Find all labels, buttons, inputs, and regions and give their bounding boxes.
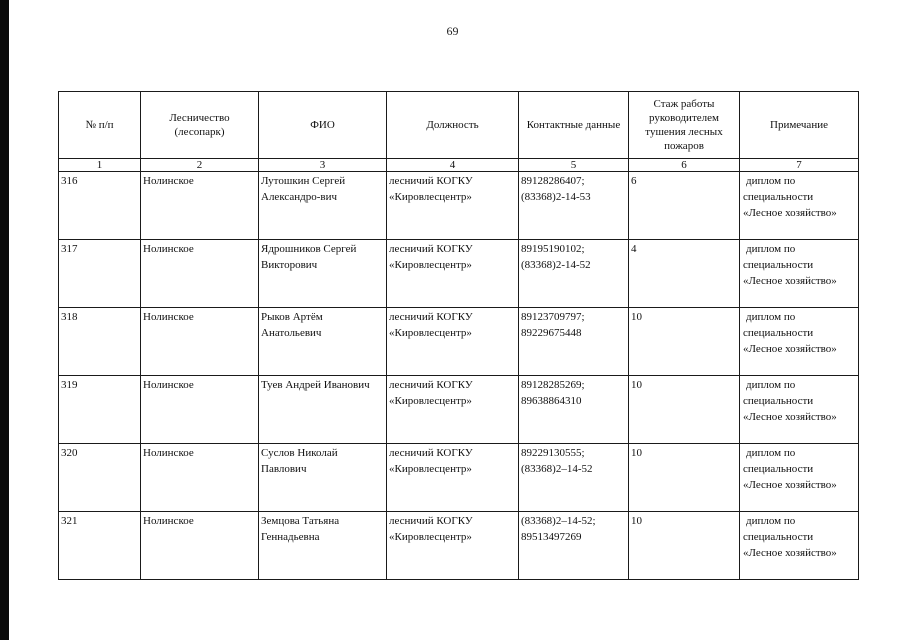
table-row bbox=[59, 240, 859, 308]
row-note bbox=[740, 172, 859, 240]
row-full-name: Лутошкин Сергей Александро-вич bbox=[259, 172, 387, 240]
row-note bbox=[740, 444, 859, 512]
personnel-table bbox=[58, 91, 859, 580]
column-number: 7 bbox=[740, 159, 859, 172]
header-note: Примечание bbox=[740, 92, 859, 159]
row-position: лесничий КОГКУ «Кировлесцентр» bbox=[387, 172, 519, 240]
note-line: диплом по bbox=[746, 379, 796, 391]
row-note bbox=[740, 240, 859, 308]
row-experience: 10 bbox=[629, 444, 740, 512]
row-forestry: Нолинское bbox=[141, 376, 259, 444]
row-forestry: Нолинское bbox=[141, 172, 259, 240]
header-experience: Стаж работы руководителем тушения лесных пожаров bbox=[629, 92, 740, 159]
row-position: лесничий КОГКУ «Кировлесцентр» bbox=[387, 240, 519, 308]
note-line: диплом по bbox=[746, 515, 796, 527]
header-contacts: Контактные данные bbox=[519, 92, 629, 159]
note-line: специальности bbox=[743, 191, 814, 203]
row-experience: 4 bbox=[629, 240, 740, 308]
row-experience: 10 bbox=[629, 512, 740, 580]
page-number: 69 bbox=[446, 24, 459, 38]
table-row bbox=[59, 172, 859, 240]
column-number-row bbox=[59, 159, 859, 172]
row-index: 319 bbox=[59, 376, 141, 444]
note-line: диплом по bbox=[746, 311, 796, 323]
row-position: лесничий КОГКУ «Кировлесцентр» bbox=[387, 376, 519, 444]
row-note bbox=[740, 376, 859, 444]
column-number: 6 bbox=[629, 159, 740, 172]
header-index: № п/п bbox=[59, 92, 141, 159]
row-forestry: Нолинское bbox=[141, 512, 259, 580]
column-number: 2 bbox=[141, 159, 259, 172]
row-position: лесничий КОГКУ «Кировлесцентр» bbox=[387, 308, 519, 376]
table-row bbox=[59, 376, 859, 444]
row-forestry: Нолинское bbox=[141, 308, 259, 376]
row-index: 317 bbox=[59, 240, 141, 308]
row-contacts: 89123709797; 89229675448 bbox=[519, 308, 629, 376]
row-position: лесничий КОГКУ «Кировлесцентр» bbox=[387, 512, 519, 580]
note-line: «Лесное хозяйство» bbox=[743, 547, 837, 559]
note-line: специальности bbox=[743, 395, 814, 407]
row-contacts: 89229130555; (83368)2–14-52 bbox=[519, 444, 629, 512]
row-contacts: (83368)2–14-52; 89513497269 bbox=[519, 512, 629, 580]
table-row bbox=[59, 308, 859, 376]
row-note bbox=[740, 512, 859, 580]
table-row bbox=[59, 512, 859, 580]
row-contacts: 89128286407;(83368)2-14-53 bbox=[519, 172, 629, 240]
scan-edge-bar bbox=[0, 0, 9, 640]
note-line: специальности bbox=[743, 259, 814, 271]
row-index: 321 bbox=[59, 512, 141, 580]
column-number: 3 bbox=[259, 159, 387, 172]
row-experience: 6 bbox=[629, 172, 740, 240]
table-row bbox=[59, 444, 859, 512]
row-experience: 10 bbox=[629, 376, 740, 444]
column-number: 5 bbox=[519, 159, 629, 172]
row-full-name: Рыков Артём Анатольевич bbox=[259, 308, 387, 376]
row-index: 320 bbox=[59, 444, 141, 512]
note-line: «Лесное хозяйство» bbox=[743, 275, 837, 287]
row-experience: 10 bbox=[629, 308, 740, 376]
note-line: «Лесное хозяйство» bbox=[743, 411, 837, 423]
row-forestry: Нолинское bbox=[141, 444, 259, 512]
row-index: 318 bbox=[59, 308, 141, 376]
header-row bbox=[59, 92, 859, 159]
row-full-name: Ядрошников Сергей Викторович bbox=[259, 240, 387, 308]
note-line: диплом по bbox=[746, 447, 796, 459]
row-index: 316 bbox=[59, 172, 141, 240]
note-line: «Лесное хозяйство» bbox=[743, 343, 837, 355]
header-forestry: Лесничество (лесопарк) bbox=[141, 92, 259, 159]
note-line: «Лесное хозяйство» bbox=[743, 207, 837, 219]
header-position: Должность bbox=[387, 92, 519, 159]
note-line: «Лесное хозяйство» bbox=[743, 479, 837, 491]
column-number: 4 bbox=[387, 159, 519, 172]
row-full-name: Суслов Николай Павлович bbox=[259, 444, 387, 512]
header-full-name: ФИО bbox=[259, 92, 387, 159]
note-line: специальности bbox=[743, 327, 814, 339]
row-contacts: 89195190102;(83368)2-14-52 bbox=[519, 240, 629, 308]
note-line: диплом по bbox=[746, 175, 796, 187]
row-contacts: 89128285269; 89638864310 bbox=[519, 376, 629, 444]
note-line: специальности bbox=[743, 531, 814, 543]
row-full-name: Туев Андрей Иванович bbox=[259, 376, 387, 444]
row-full-name: Земцова Татьяна Геннадьевна bbox=[259, 512, 387, 580]
row-note bbox=[740, 308, 859, 376]
note-line: специальности bbox=[743, 463, 814, 475]
row-forestry: Нолинское bbox=[141, 240, 259, 308]
column-number: 1 bbox=[59, 159, 141, 172]
row-position: лесничий КОГКУ «Кировлесцентр» bbox=[387, 444, 519, 512]
note-line: диплом по bbox=[746, 243, 796, 255]
